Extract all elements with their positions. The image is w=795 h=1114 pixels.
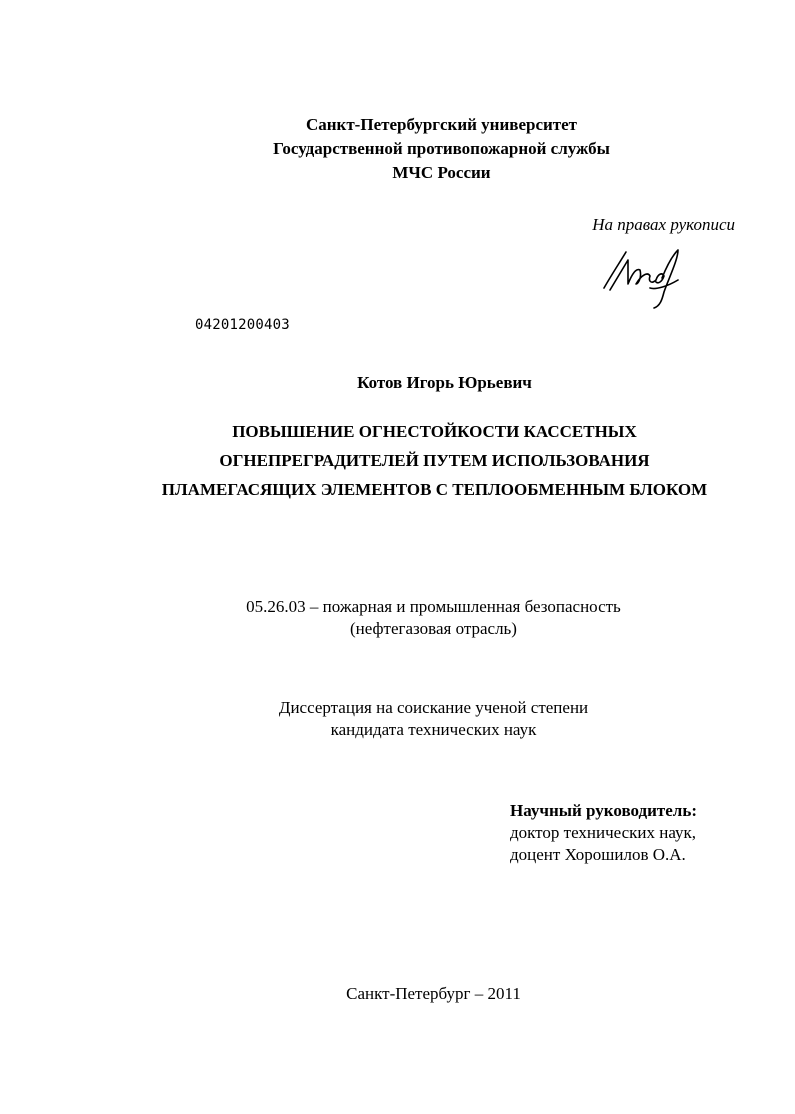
supervisor-title: доктор технических наук, <box>510 823 697 842</box>
degree-line: Диссертация на соискание ученой степени <box>278 698 589 717</box>
supervisor-heading: Научный руководитель: <box>510 801 697 820</box>
title-line: ОГНЕПРЕГРАДИТЕЛЕЙ ПУТЕМ ИСПОЛЬЗОВАНИЯ <box>219 451 650 470</box>
specialty-block <box>36 596 795 640</box>
signature-icon <box>598 244 684 310</box>
specialty-branch: (нефтегазовая отрасль) <box>350 619 517 638</box>
institution-line: Санкт-Петербургский университет <box>305 115 578 134</box>
author-name: Котов Игорь Юрьевич <box>357 373 532 392</box>
institution-line: Государственной противопожарной службы <box>273 139 610 158</box>
specialty-code: 05.26.03 – пожарная и промышленная безопасность <box>246 597 621 616</box>
title-line: ПОВЫШЕНИЕ ОГНЕСТОЙКОСТИ КАССЕТНЫХ <box>232 422 637 441</box>
supervisor-block <box>510 800 697 866</box>
dissertation-title <box>37 417 795 504</box>
stamp-number: 04201200403 <box>195 317 290 333</box>
institution-header <box>44 113 795 185</box>
degree-block <box>36 697 795 741</box>
manuscript-note: На правах рукописи <box>592 215 735 234</box>
supervisor-name: доцент Хорошилов О.А. <box>510 845 686 864</box>
institution-line: МЧС России <box>392 163 491 182</box>
degree-line: кандидата технических наук <box>330 720 537 739</box>
city-year: Санкт-Петербург – 2011 <box>346 984 521 1003</box>
title-line: ПЛАМЕГАСЯЩИХ ЭЛЕМЕНТОВ С ТЕПЛООБМЕННЫМ БЛОКОМ <box>161 480 708 499</box>
